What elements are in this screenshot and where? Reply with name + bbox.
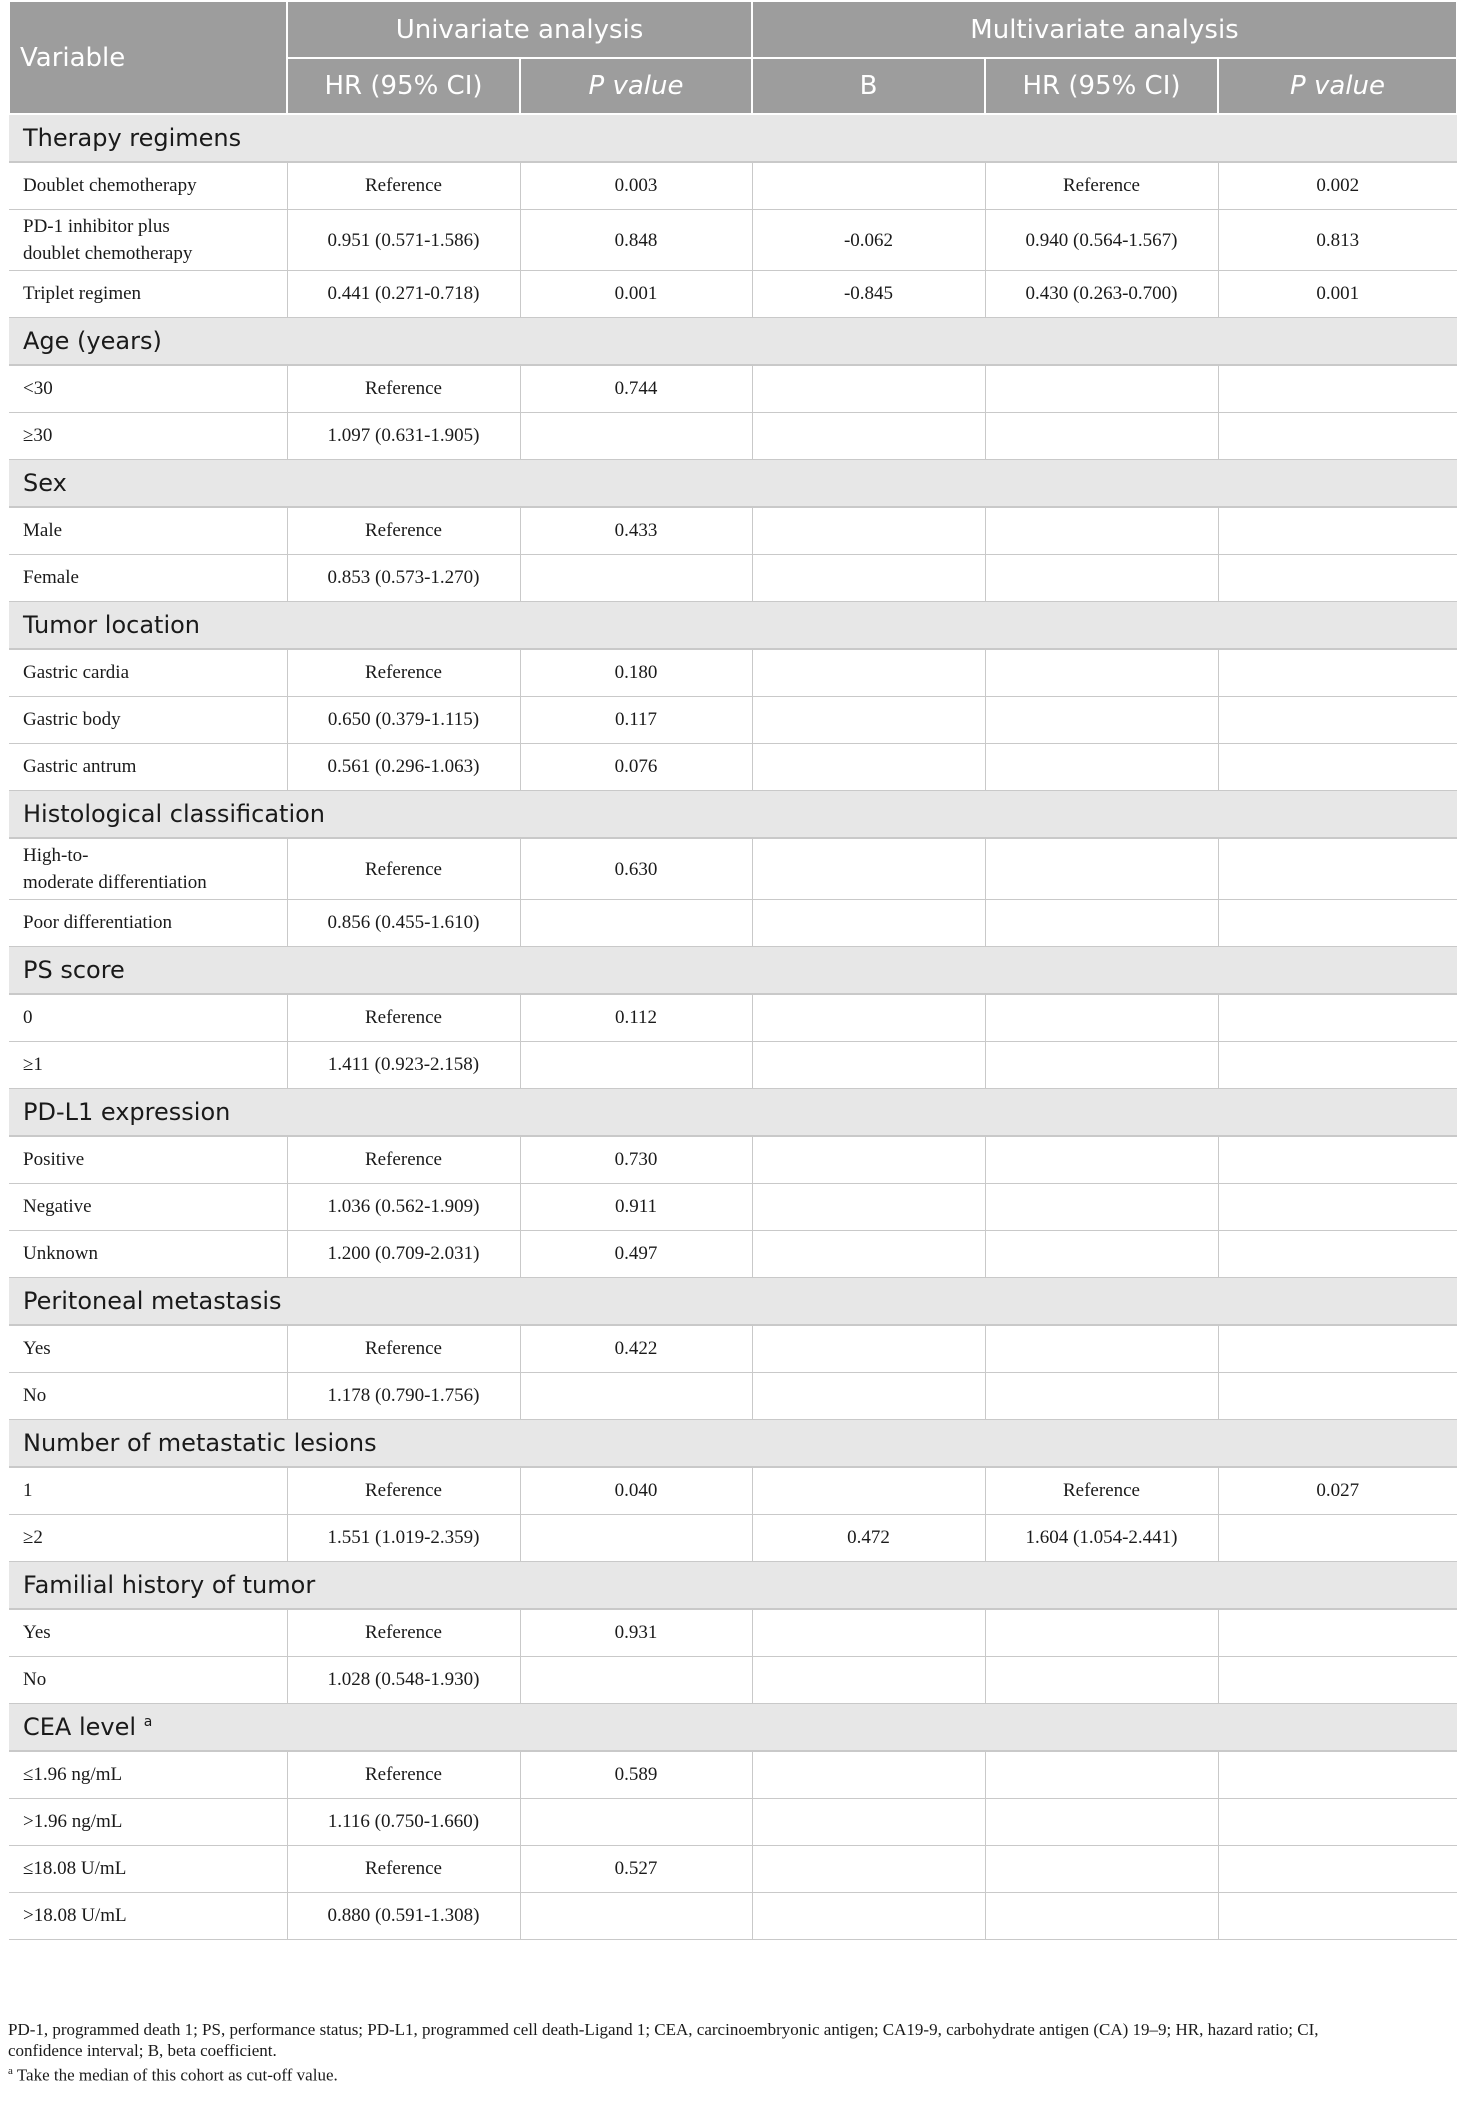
uni-hr-cell: 1.036 (0.562-1.909) bbox=[287, 1184, 520, 1231]
multi-b-cell bbox=[752, 365, 985, 413]
uni-p-cell: 0.931 bbox=[520, 1609, 752, 1657]
multi-hr-cell bbox=[985, 649, 1218, 697]
row-label-line2: doublet chemotherapy bbox=[23, 243, 193, 264]
row-label-line1: PD-1 inhibitor plus bbox=[23, 216, 170, 237]
multi-p-cell bbox=[1218, 413, 1457, 460]
uni-hr-cell: Reference bbox=[287, 994, 520, 1042]
uni-hr-cell: 0.880 (0.591-1.308) bbox=[287, 1893, 520, 1940]
uni-p-cell bbox=[520, 1893, 752, 1940]
uni-p-cell: 0.003 bbox=[520, 162, 752, 210]
multi-hr-cell bbox=[985, 900, 1218, 947]
uni-hr-cell: Reference bbox=[287, 1136, 520, 1184]
multi-p-cell bbox=[1218, 1751, 1457, 1799]
uni-p-cell: 0.911 bbox=[520, 1184, 752, 1231]
footnote-a-text: Take the median of this cohort as cut-off value. bbox=[12, 2065, 338, 2085]
table-row bbox=[9, 162, 1457, 210]
multi-hr-cell bbox=[985, 744, 1218, 791]
uni-p-cell bbox=[520, 1515, 752, 1562]
multi-b-cell bbox=[752, 507, 985, 555]
uni-p-cell: 0.040 bbox=[520, 1467, 752, 1515]
multi-p-cell bbox=[1218, 1609, 1457, 1657]
uni-p-cell: 0.589 bbox=[520, 1751, 752, 1799]
table-row bbox=[9, 838, 1457, 900]
multi-hr-cell bbox=[985, 1799, 1218, 1846]
multi-b-cell bbox=[752, 162, 985, 210]
uni-hr-cell: 0.853 (0.573-1.270) bbox=[287, 555, 520, 602]
section-ps-score: PS score bbox=[9, 947, 1457, 995]
uni-p-cell bbox=[520, 1657, 752, 1704]
uni-hr-cell: 0.441 (0.271-0.718) bbox=[287, 271, 520, 318]
uni-p-cell: 0.433 bbox=[520, 507, 752, 555]
footnote-a-marker: a bbox=[8, 2065, 13, 2077]
header-uni-hr: HR (95% CI) bbox=[287, 58, 520, 114]
table-row bbox=[9, 1515, 1457, 1562]
header-multi-b: B bbox=[752, 58, 985, 114]
uni-p-cell: 0.630 bbox=[520, 838, 752, 900]
header-variable: Variable bbox=[9, 1, 287, 114]
multi-hr-cell bbox=[985, 1893, 1218, 1940]
row-label: 1 bbox=[9, 1467, 287, 1515]
multi-hr-cell bbox=[985, 1609, 1218, 1657]
multi-p-cell bbox=[1218, 744, 1457, 791]
uni-p-cell bbox=[520, 1373, 752, 1420]
uni-p-cell bbox=[520, 1799, 752, 1846]
row-label: 0 bbox=[9, 994, 287, 1042]
row-label: Positive bbox=[9, 1136, 287, 1184]
row-label: Gastric cardia bbox=[9, 649, 287, 697]
table-row bbox=[9, 744, 1457, 791]
uni-hr-cell: Reference bbox=[287, 365, 520, 413]
multi-hr-cell bbox=[985, 1846, 1218, 1893]
footnote-marker: a bbox=[143, 1714, 153, 1730]
multi-p-cell: 0.001 bbox=[1218, 271, 1457, 318]
uni-hr-cell: 0.561 (0.296-1.063) bbox=[287, 744, 520, 791]
multi-b-cell: 0.472 bbox=[752, 1515, 985, 1562]
row-label: Gastric body bbox=[9, 697, 287, 744]
multi-b-cell bbox=[752, 1325, 985, 1373]
row-label: Yes bbox=[9, 1325, 287, 1373]
row-label: Yes bbox=[9, 1609, 287, 1657]
row-label: Doublet chemotherapy bbox=[9, 162, 287, 210]
multi-hr-cell bbox=[985, 1136, 1218, 1184]
multi-hr-cell bbox=[985, 1184, 1218, 1231]
uni-hr-cell: 1.097 (0.631-1.905) bbox=[287, 413, 520, 460]
section-cea-level bbox=[9, 1704, 1457, 1752]
uni-p-cell: 0.001 bbox=[520, 271, 752, 318]
uni-hr-cell: 0.951 (0.571-1.586) bbox=[287, 210, 520, 271]
multi-b-cell bbox=[752, 1657, 985, 1704]
multi-b-cell bbox=[752, 1042, 985, 1089]
table-row bbox=[9, 1467, 1457, 1515]
table-row bbox=[9, 1184, 1457, 1231]
multi-b-cell bbox=[752, 838, 985, 900]
uni-hr-cell: 0.856 (0.455-1.610) bbox=[287, 900, 520, 947]
uni-p-cell: 0.422 bbox=[520, 1325, 752, 1373]
uni-hr-cell: Reference bbox=[287, 162, 520, 210]
uni-hr-cell: 1.116 (0.750-1.660) bbox=[287, 1799, 520, 1846]
table-row bbox=[9, 994, 1457, 1042]
multi-b-cell bbox=[752, 697, 985, 744]
table-row bbox=[9, 271, 1457, 318]
row-label: Gastric antrum bbox=[9, 744, 287, 791]
multi-b-cell bbox=[752, 994, 985, 1042]
uni-p-cell: 0.117 bbox=[520, 697, 752, 744]
row-label bbox=[9, 838, 287, 900]
table-row bbox=[9, 1042, 1457, 1089]
multi-b-cell bbox=[752, 1373, 985, 1420]
multi-p-cell bbox=[1218, 900, 1457, 947]
uni-hr-cell: Reference bbox=[287, 1609, 520, 1657]
multi-b-cell bbox=[752, 900, 985, 947]
uni-hr-cell: Reference bbox=[287, 649, 520, 697]
row-label: No bbox=[9, 1657, 287, 1704]
multi-hr-cell: Reference bbox=[985, 162, 1218, 210]
table-row bbox=[9, 1609, 1457, 1657]
multi-p-cell bbox=[1218, 365, 1457, 413]
multi-b-cell bbox=[752, 1609, 985, 1657]
multi-b-cell bbox=[752, 1136, 985, 1184]
row-label: <30 bbox=[9, 365, 287, 413]
section-age: Age (years) bbox=[9, 318, 1457, 366]
table-row bbox=[9, 555, 1457, 602]
section-sex: Sex bbox=[9, 460, 1457, 508]
multi-b-cell bbox=[752, 1751, 985, 1799]
uni-hr-cell: Reference bbox=[287, 1846, 520, 1893]
table-row bbox=[9, 697, 1457, 744]
table-row bbox=[9, 210, 1457, 271]
header-multi-p: P value bbox=[1218, 58, 1457, 114]
multi-hr-cell bbox=[985, 1373, 1218, 1420]
multi-p-cell bbox=[1218, 1042, 1457, 1089]
uni-hr-cell: 1.200 (0.709-2.031) bbox=[287, 1231, 520, 1278]
uni-p-cell bbox=[520, 1042, 752, 1089]
table-row bbox=[9, 1136, 1457, 1184]
table-row bbox=[9, 1657, 1457, 1704]
multi-b-cell bbox=[752, 649, 985, 697]
row-label: ≥2 bbox=[9, 1515, 287, 1562]
header-multivariate: Multivariate analysis bbox=[752, 1, 1457, 58]
footnote-a bbox=[8, 2061, 1456, 2086]
multi-p-cell bbox=[1218, 994, 1457, 1042]
multi-hr-cell bbox=[985, 1231, 1218, 1278]
multi-p-cell bbox=[1218, 555, 1457, 602]
multi-p-cell bbox=[1218, 1184, 1457, 1231]
row-label: >1.96 ng/mL bbox=[9, 1799, 287, 1846]
header-multi-hr: HR (95% CI) bbox=[985, 58, 1218, 114]
multi-b-cell bbox=[752, 744, 985, 791]
multi-b-cell bbox=[752, 1893, 985, 1940]
multi-hr-cell bbox=[985, 994, 1218, 1042]
uni-hr-cell: 1.551 (1.019-2.359) bbox=[287, 1515, 520, 1562]
row-label: Unknown bbox=[9, 1231, 287, 1278]
multi-p-cell bbox=[1218, 1657, 1457, 1704]
multi-b-cell bbox=[752, 1184, 985, 1231]
uni-p-cell: 0.076 bbox=[520, 744, 752, 791]
row-label: Poor differentiation bbox=[9, 900, 287, 947]
table-row bbox=[9, 1751, 1457, 1799]
section-pd-l1-expression: PD-L1 expression bbox=[9, 1089, 1457, 1137]
row-label: ≥30 bbox=[9, 413, 287, 460]
multi-p-cell bbox=[1218, 1846, 1457, 1893]
multi-p-cell bbox=[1218, 1325, 1457, 1373]
uni-hr-cell: Reference bbox=[287, 838, 520, 900]
footnote-line1: PD-1, programmed death 1; PS, performance status; PD-L1, programmed cell death-Ligand 1; CEA, carcinoembryonic antigen; CA19-9, carbohydrate antigen (CA) 19–9; HR, hazard ratio; CI, bbox=[8, 2020, 1319, 2039]
row-label: Triplet regimen bbox=[9, 271, 287, 318]
table-row bbox=[9, 1231, 1457, 1278]
uni-hr-cell: Reference bbox=[287, 1467, 520, 1515]
multi-p-cell bbox=[1218, 507, 1457, 555]
row-label: ≤18.08 U/mL bbox=[9, 1846, 287, 1893]
uni-p-cell bbox=[520, 555, 752, 602]
uni-hr-cell: Reference bbox=[287, 1325, 520, 1373]
header-uni-p: P value bbox=[520, 58, 752, 114]
multi-hr-cell: 0.430 (0.263-0.700) bbox=[985, 271, 1218, 318]
multi-b-cell bbox=[752, 1231, 985, 1278]
multi-hr-cell bbox=[985, 1751, 1218, 1799]
section-familial-history: Familial history of tumor bbox=[9, 1562, 1457, 1610]
multi-hr-cell bbox=[985, 507, 1218, 555]
multi-hr-cell bbox=[985, 697, 1218, 744]
section-therapy-regimens: Therapy regimens bbox=[9, 114, 1457, 162]
multi-p-cell bbox=[1218, 1136, 1457, 1184]
uni-p-cell bbox=[520, 900, 752, 947]
uni-hr-cell: 1.028 (0.548-1.930) bbox=[287, 1657, 520, 1704]
table-row bbox=[9, 365, 1457, 413]
results-table-container bbox=[8, 0, 1456, 1940]
uni-hr-cell: 0.650 (0.379-1.115) bbox=[287, 697, 520, 744]
multi-b-cell bbox=[752, 413, 985, 460]
multi-p-cell bbox=[1218, 1231, 1457, 1278]
multi-hr-cell bbox=[985, 838, 1218, 900]
multi-b-cell bbox=[752, 1799, 985, 1846]
multi-b-cell: -0.062 bbox=[752, 210, 985, 271]
multi-p-cell bbox=[1218, 1515, 1457, 1562]
table-row bbox=[9, 1846, 1457, 1893]
multi-b-cell bbox=[752, 555, 985, 602]
uni-p-cell: 0.180 bbox=[520, 649, 752, 697]
section-peritoneal-metastasis: Peritoneal metastasis bbox=[9, 1278, 1457, 1326]
uni-hr-cell: 1.178 (0.790-1.756) bbox=[287, 1373, 520, 1420]
row-label-line1: High-to- bbox=[23, 845, 89, 866]
multi-p-cell bbox=[1218, 649, 1457, 697]
multi-p-cell: 0.002 bbox=[1218, 162, 1457, 210]
multi-p-cell bbox=[1218, 697, 1457, 744]
row-label: No bbox=[9, 1373, 287, 1420]
table-row bbox=[9, 413, 1457, 460]
uni-p-cell: 0.730 bbox=[520, 1136, 752, 1184]
multi-b-cell bbox=[752, 1467, 985, 1515]
multi-p-cell bbox=[1218, 1373, 1457, 1420]
section-cea-title: CEA level bbox=[23, 1713, 137, 1741]
header-univariate: Univariate analysis bbox=[287, 1, 752, 58]
section-histological-classification: Histological classification bbox=[9, 791, 1457, 839]
multi-hr-cell: 1.604 (1.054-2.441) bbox=[985, 1515, 1218, 1562]
row-label: Negative bbox=[9, 1184, 287, 1231]
table-row bbox=[9, 649, 1457, 697]
row-label-line2: moderate differentiation bbox=[23, 872, 207, 893]
uni-p-cell bbox=[520, 413, 752, 460]
cox-regression-table bbox=[8, 0, 1458, 1940]
table-row bbox=[9, 1893, 1457, 1940]
uni-hr-cell: 1.411 (0.923-2.158) bbox=[287, 1042, 520, 1089]
row-label: ≥1 bbox=[9, 1042, 287, 1089]
uni-hr-cell: Reference bbox=[287, 507, 520, 555]
uni-p-cell: 0.848 bbox=[520, 210, 752, 271]
multi-hr-cell bbox=[985, 1325, 1218, 1373]
row-label: ≤1.96 ng/mL bbox=[9, 1751, 287, 1799]
multi-hr-cell: Reference bbox=[985, 1467, 1218, 1515]
row-label bbox=[9, 210, 287, 271]
multi-p-cell bbox=[1218, 1893, 1457, 1940]
multi-hr-cell bbox=[985, 413, 1218, 460]
footnote-line2: confidence interval; B, beta coefficient. bbox=[8, 2041, 277, 2060]
multi-p-cell bbox=[1218, 838, 1457, 900]
section-metastatic-lesions: Number of metastatic lesions bbox=[9, 1420, 1457, 1468]
multi-hr-cell bbox=[985, 1657, 1218, 1704]
row-label: Male bbox=[9, 507, 287, 555]
multi-p-cell: 0.813 bbox=[1218, 210, 1457, 271]
section-tumor-location: Tumor location bbox=[9, 602, 1457, 650]
table-row bbox=[9, 1373, 1457, 1420]
multi-hr-cell: 0.940 (0.564-1.567) bbox=[985, 210, 1218, 271]
uni-hr-cell: Reference bbox=[287, 1751, 520, 1799]
uni-p-cell: 0.527 bbox=[520, 1846, 752, 1893]
multi-hr-cell bbox=[985, 1042, 1218, 1089]
multi-hr-cell bbox=[985, 555, 1218, 602]
multi-p-cell bbox=[1218, 1799, 1457, 1846]
table-row bbox=[9, 900, 1457, 947]
table-footnote bbox=[8, 2019, 1456, 2086]
row-label: Female bbox=[9, 555, 287, 602]
multi-hr-cell bbox=[985, 365, 1218, 413]
table-row bbox=[9, 1799, 1457, 1846]
uni-p-cell: 0.112 bbox=[520, 994, 752, 1042]
footnote-abbreviations bbox=[8, 2019, 1456, 2061]
row-label: >18.08 U/mL bbox=[9, 1893, 287, 1940]
table-row bbox=[9, 507, 1457, 555]
uni-p-cell: 0.497 bbox=[520, 1231, 752, 1278]
table-row bbox=[9, 1325, 1457, 1373]
uni-p-cell: 0.744 bbox=[520, 365, 752, 413]
multi-b-cell: -0.845 bbox=[752, 271, 985, 318]
multi-b-cell bbox=[752, 1846, 985, 1893]
multi-p-cell: 0.027 bbox=[1218, 1467, 1457, 1515]
